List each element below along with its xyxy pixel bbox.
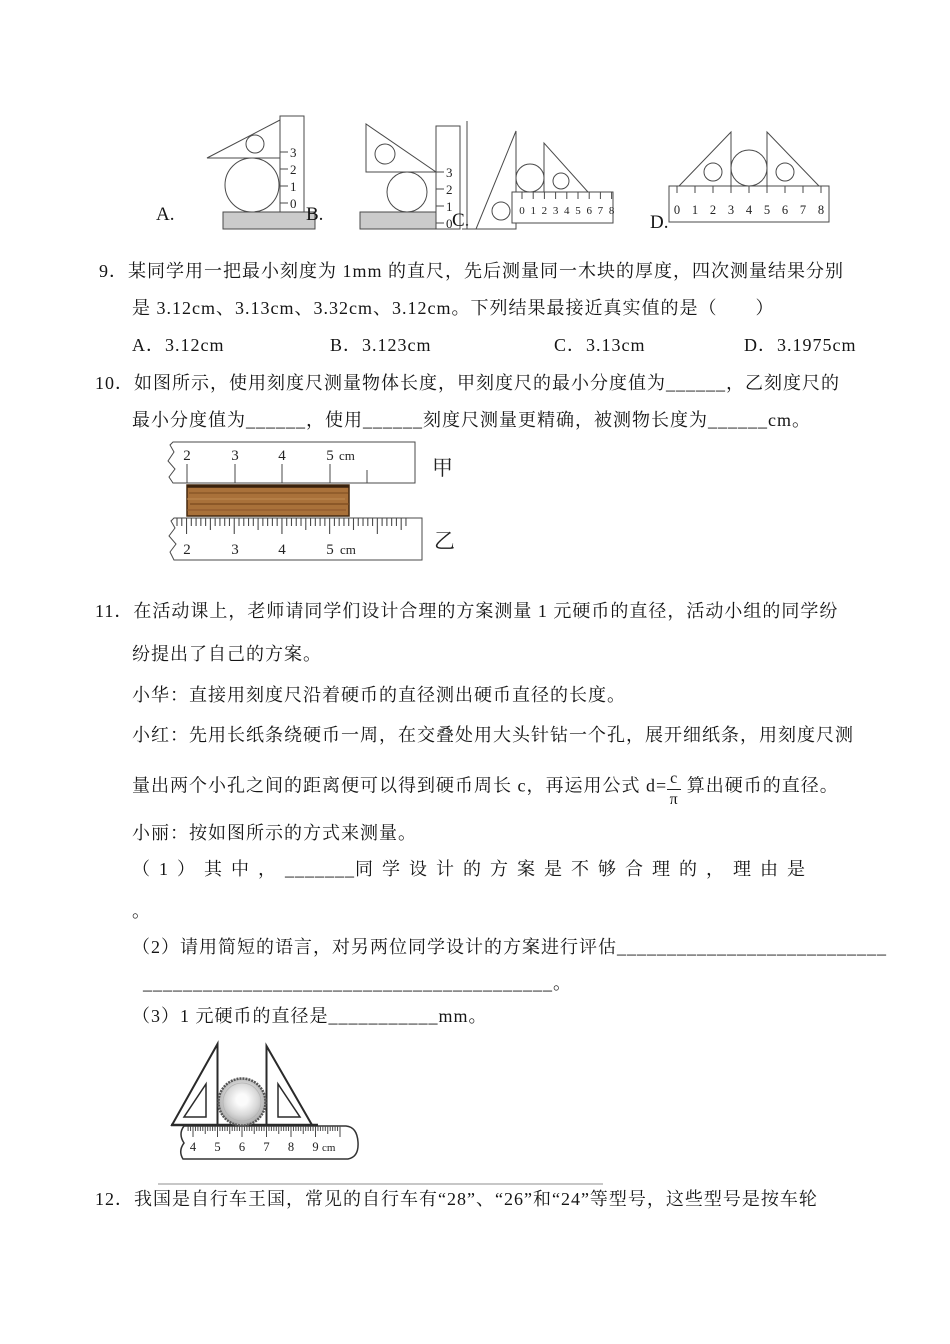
q11-sub1-period: 。 bbox=[132, 901, 151, 921]
ruler-number: 4 bbox=[278, 448, 286, 464]
ruler-unit: cm bbox=[322, 1142, 336, 1154]
ruler-number: 0 bbox=[446, 216, 453, 231]
formula-prefix: 量出两个小孔之间的距离便可以得到硬币周长 c，再运用公式 d= bbox=[132, 775, 668, 796]
sub1-answer-blank: _______ bbox=[285, 859, 355, 879]
ruler-number: 2 bbox=[709, 203, 717, 217]
q9-option-c: C．3.13cm bbox=[554, 335, 646, 355]
q11-xiaoli: 小丽：按如图所示的方式来测量。 bbox=[132, 823, 417, 843]
ruler-number: 2 bbox=[183, 448, 191, 464]
figure-q11-coin-measurement bbox=[168, 1038, 408, 1183]
figure-option-d bbox=[665, 122, 833, 230]
option-d-label: D. bbox=[650, 212, 669, 233]
set-square bbox=[172, 1044, 218, 1125]
ruler-number: 8 bbox=[817, 203, 825, 217]
q9-option-a: A．3.12cm bbox=[132, 335, 225, 355]
q12-line1: 12．我国是自行车王国，常见的自行车有“28”、“26”和“24”等型号，这些型号是按车轮 bbox=[95, 1189, 818, 1209]
ruler-number: 4 bbox=[745, 203, 753, 217]
fraction-numerator: c bbox=[667, 770, 681, 790]
set-square-hole bbox=[492, 202, 510, 220]
figure-q10-rulers bbox=[160, 440, 460, 565]
ball bbox=[225, 158, 279, 212]
ruler-number: 2 bbox=[290, 162, 297, 177]
ruler-number: 3 bbox=[231, 448, 239, 464]
ball bbox=[516, 164, 544, 192]
q11-line1: 11．在活动课上，老师请同学们设计合理的方案测量 1 元硬币的直径，活动小组的同学纷 bbox=[95, 601, 839, 621]
ruler-number: 0 bbox=[673, 203, 681, 217]
support-base bbox=[360, 212, 446, 229]
ruler-number: 9 bbox=[312, 1140, 319, 1154]
option-a-label: A. bbox=[156, 204, 175, 225]
q11-xiaohong-line1: 小红：先用长纸条绕硬币一周，在交叠处用大头针钻一个孔，展开细纸条，用刻度尺测 bbox=[132, 725, 854, 745]
q9-option-b: B．3.123cm bbox=[330, 335, 432, 355]
ruler-number: 1 bbox=[530, 205, 536, 217]
ruler-number: 4 bbox=[278, 542, 286, 558]
ruler-number: 6 bbox=[586, 205, 592, 217]
set-square-hole bbox=[278, 1084, 300, 1117]
q11-sub1 bbox=[132, 858, 814, 881]
option-b-label: B. bbox=[306, 204, 324, 225]
ruler-number: 1 bbox=[446, 199, 453, 214]
ruler-number: 3 bbox=[231, 542, 239, 558]
ruler-yi bbox=[169, 518, 422, 560]
ruler-number: 2 bbox=[183, 542, 191, 558]
q9-option-d: D．3.1975cm bbox=[744, 335, 857, 355]
ruler-number: 3 bbox=[552, 205, 559, 217]
ruler-unit: cm bbox=[340, 542, 356, 557]
ruler-number: 6 bbox=[238, 1140, 246, 1154]
q11-sub3: （3）1 元硬币的直径是___________mm。 bbox=[132, 1006, 488, 1026]
set-square bbox=[267, 1046, 313, 1125]
ruler-number: 5 bbox=[214, 1140, 221, 1154]
set-square-hole bbox=[776, 163, 794, 181]
set-square bbox=[544, 143, 588, 192]
ruler-number: 5 bbox=[326, 448, 334, 464]
ruler-number: 4 bbox=[189, 1140, 197, 1154]
q9-line1: 9．某同学用一把最小刻度为 1mm 的直尺，先后测量同一木块的厚度，四次测量结果分别 bbox=[99, 261, 844, 281]
set-square-hole bbox=[704, 163, 722, 181]
fraction-c-over-pi bbox=[667, 770, 681, 808]
ruler-number: 8 bbox=[608, 205, 615, 217]
ruler-number: 7 bbox=[597, 205, 604, 217]
sub1-prefix: （1）其中， bbox=[132, 859, 285, 879]
set-square bbox=[207, 120, 280, 158]
ruler-number: 3 bbox=[290, 145, 297, 160]
figure-option-c bbox=[460, 115, 615, 233]
fraction-denominator: π bbox=[669, 790, 679, 808]
ruler-number: 5 bbox=[326, 542, 334, 558]
support-base bbox=[223, 212, 315, 229]
ruler-number: 7 bbox=[799, 203, 807, 217]
ruler-number: 2 bbox=[446, 182, 453, 197]
ball bbox=[731, 150, 767, 186]
ruler-number: 1 bbox=[691, 203, 699, 217]
set-square-hole bbox=[553, 173, 569, 189]
ruler-number: 7 bbox=[263, 1140, 270, 1154]
figure-underline bbox=[158, 1183, 603, 1185]
label-yi: 乙 bbox=[434, 529, 455, 553]
q11-sub2: （2）请用简短的语言，对另两位同学设计的方案进行评估___________________________ bbox=[132, 937, 887, 957]
ruler-number: 6 bbox=[781, 203, 789, 217]
ruler-number: 0 bbox=[290, 196, 297, 211]
wood-block bbox=[187, 485, 349, 516]
formula-suffix: 算出硬币的直径。 bbox=[681, 775, 839, 796]
q10-line2: 最小分度值为______，使用______刻度尺测量更精确，被测物长度为______cm。 bbox=[132, 410, 811, 430]
ruler-unit: cm bbox=[339, 448, 355, 463]
coin bbox=[219, 1079, 266, 1126]
q11-xiaohua: 小华：直接用刻度尺沿着硬币的直径测出硬币直径的长度。 bbox=[132, 685, 626, 705]
q10-line1: 10．如图所示，使用刻度尺测量物体长度，甲刻度尺的最小分度值为______，乙刻度尺的 bbox=[95, 373, 840, 393]
ruler-number: 3 bbox=[727, 203, 735, 217]
set-square-hole bbox=[246, 135, 264, 153]
set-square-hole bbox=[375, 144, 395, 164]
ruler-number: 1 bbox=[290, 179, 297, 194]
q11-xiaohong-line2 bbox=[132, 770, 839, 808]
ruler-number: 4 bbox=[564, 205, 570, 217]
ruler-number: 3 bbox=[446, 165, 453, 180]
ball bbox=[387, 172, 427, 212]
ruler-number: 2 bbox=[541, 205, 548, 217]
set-square bbox=[767, 132, 819, 186]
label-jia: 甲 bbox=[432, 456, 453, 480]
option-c-label: C. bbox=[452, 210, 470, 231]
set-square bbox=[476, 131, 516, 229]
ruler-number: 0 bbox=[519, 205, 525, 217]
ruler-number: 8 bbox=[287, 1140, 295, 1154]
set-square bbox=[679, 132, 731, 186]
ruler-number: 5 bbox=[575, 205, 581, 217]
ruler-number: 5 bbox=[763, 203, 771, 217]
sub1-rest: 同学设计的方案是不够合理的，理由是 bbox=[355, 859, 814, 879]
q11-line2: 纷提出了自己的方案。 bbox=[132, 644, 322, 664]
ruler-jia bbox=[168, 442, 415, 483]
q11-sub2-continuation: _________________________________________。 bbox=[143, 973, 572, 993]
set-square-hole bbox=[184, 1084, 206, 1117]
q9-line2: 是 3.12cm、3.13cm、3.32cm、3.12cm。下列结果最接近真实值的是（ ） bbox=[132, 298, 775, 318]
